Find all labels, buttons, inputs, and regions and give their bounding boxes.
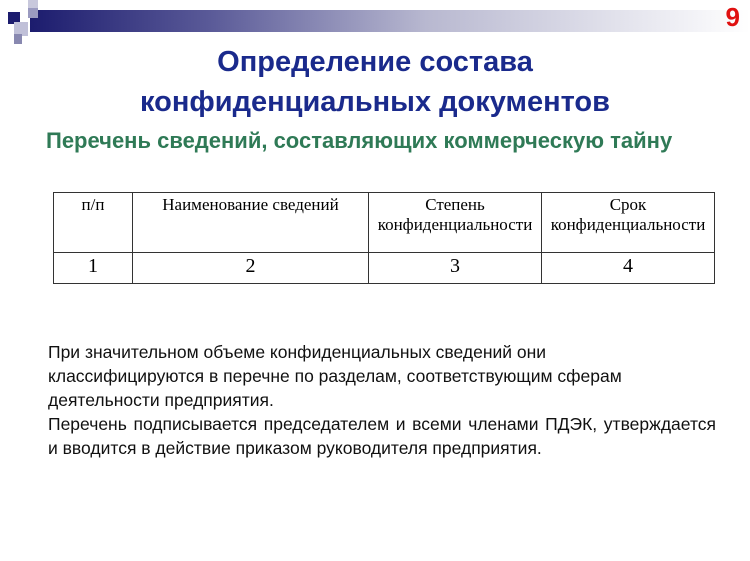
decor-square [28,8,38,18]
header-cell: Срок конфиденциальности [542,193,715,253]
slide-number: 9 [725,2,740,32]
slide-title [0,42,750,122]
header-cell: Степень конфиденциальности [369,193,542,253]
title-line: конфиденциальных документов [140,86,610,118]
cell: 1 [54,253,133,284]
table-row [54,253,715,284]
title-line: Определение состава [217,46,533,78]
paragraph: При значительном объеме конфиденциальных сведений они классифицируются в перечне по разделам, соответствующим сферам деятельности предприятия. [48,342,622,410]
cell: 4 [542,253,715,284]
header-cell: п/п [54,193,133,253]
paragraph: Перечень подписывается председателем и всеми членами ПДЭК, утверждается и вводится в действие приказом руководителя предприятия. [48,414,716,458]
table-header-row [54,193,715,253]
header-gradient-bar [30,10,750,32]
cell: 2 [133,253,369,284]
cell: 3 [369,253,542,284]
body-text [48,340,716,460]
subtitle: Перечень сведений, составляющих коммерческую тайну [46,128,673,153]
header-cell: Наименование сведений [133,193,369,253]
info-table [53,192,715,284]
